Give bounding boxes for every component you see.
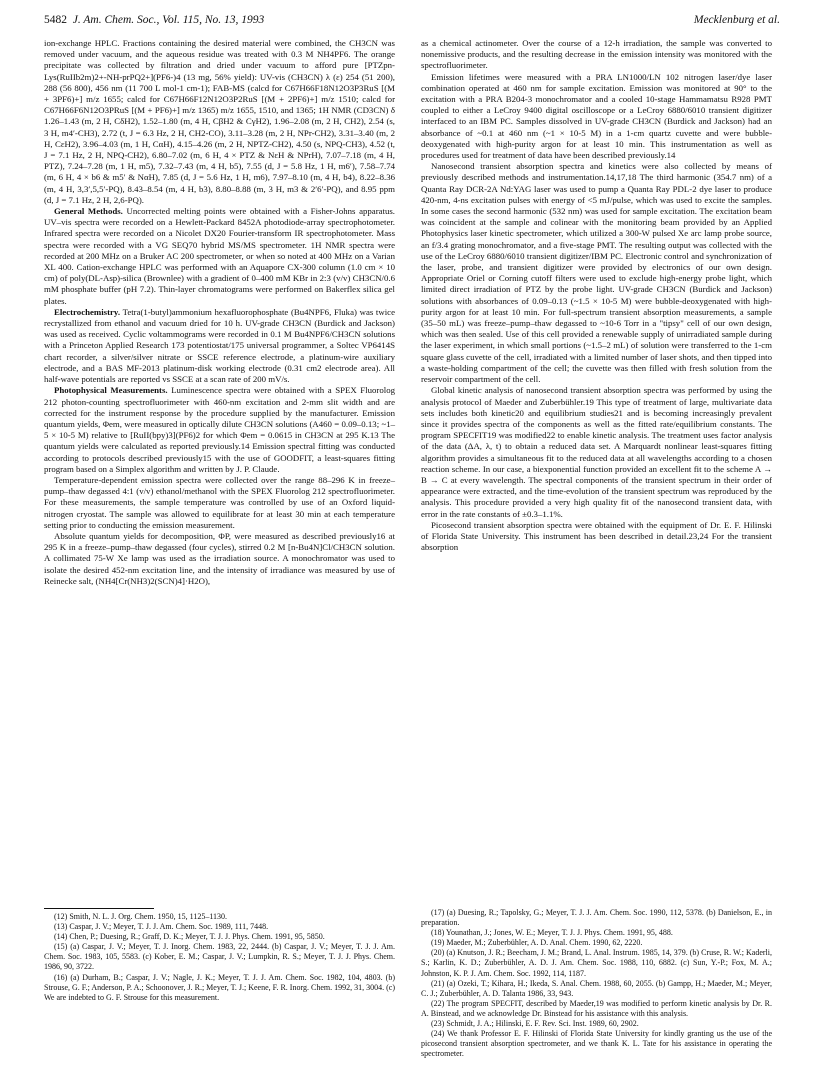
emission-lifetimes-paragraph: Emission lifetimes were measured with a PRA LN1000/LN 102 nitrogen laser/dye laser combination operated at 460 nm for sample excitation. Emission was monitored at 90° to the excitation with a PRA B204-3 monochromator and a cooled 10-stage Hammamatsu R928 PMT coupled to either a LeCroy 9400 digital oscilloscope or a LeCroy 6880/6010 transient digitizer interfaced to an IBM PC. Samples dissolved in UV-grade CH3CN (Burdick and Jackson) had an absorbance of ~0.1 at 460 nm (~1 × 10-5 M) in a 1-cm quartz cuvette and were bubble-deoxygenated with high-purity argon for at least 10 min. This instrumentation as well as procedures used for treatment of data have been described previously.14: [421, 71, 772, 161]
synthesis-paragraph: ion-exchange HPLC. Fractions containing the desired material were combined, the CH3CN was removed under vacuum, and the aqueous residue was treated with 0.3 M NH4PF6. The orange precipitate was collected by filtration and dried under vacuum to afford pure [PTZpn-Lys(RuIIb2m)2+-NH-prPQ2+](PF6-)4 (13 mg, 56% yield): UV-vis (CH3CN) λ (ε) 254 (51 200), 288 (56 800), 456 nm (11 700 L mol-1 cm-1); FAB-MS (calcd for C67H66F18N12O3P3RuS [(M + 3PF6)+] m/z 1655; calcd for C67H66F12N12O3P2RuS [(M + 2PF6)+] m/z 1510; calcd for C67H66F6N12O3PRuS [(M + PF6)+] m/z 1365) m/z 1655, 1510, and 1365; 1H NMR (CD3CN) δ 1.26–1.43 (m, 2 H, CδH2), 1.52–1.80 (m, 4 H, CβH2 & CγH2), 1.96–2.08 (m, 2 H, CH2), 2.54 (s, 3 H, m4′-CH3), 2.72 (t, J = 6.3 Hz, 2 H, CH2-CO), 3.11–3.28 (m, 2 H, NPr-CH2), 3.31–3.40 (m, 2 H, CεH2), 3.96–4.03 (m, 1 H, CαH), 4.15–4.26 (m, 2 H, NPTZ-CH2), 4.50 (s, NPQ-CH3), 4.52 (t, J = 7.1 Hz, 2 H, NPQ-CH2), 6.80–7.02 (m, 6 H, 4 × PTZ & NεH & NPrH), 7.07–7.18 (m, 4 H, PTZ), 7.24–7.28 (m, 1 H, m5), 7.32–7.43 (m, 4 H, b5), 7.55 (d, J = 5.8 Hz, 1 H, m6′), 7.58–7.74 (m, 6 H, 4 × b6 & m5′ & NαH), 7.85 (d, J = 5.6 Hz, 1 H, m6), 7.97–8.10 (m, 4 H, b4), 8.22–8.36 (m, 4 H, 3,3′,5,5′-PQ), 8.43–8.54 (m, 4 H, b3), 8.80–8.88 (m, 3 H, m3 & 2′6′-PQ), and 8.95 ppm (d, J = 7.1 Hz, 2 H, 2,6-PQ).: [44, 38, 395, 205]
reference-item: (22) The program SPECFIT, described by Maeder,19 was modified to perform kinetic analysis by Dr. R. A. Binstead, and we acknowledge Dr. Binstead for his assistance with this analysis.: [421, 998, 772, 1018]
global-analysis-paragraph: Global kinetic analysis of nanosecond transient absorption spectra was performed by using the analysis protocol of Maeder and Zuberbühler.19 This type of treatment of large, multivariate data sets includes both kinetic20 and equilibrium studies21 and is becoming increasingly prevalent since it provides spectra of the components as well as the fitted rate/equilibrium constants. The program SPECFIT19 was modified22 to enable kinetic analysis. The treatment uses factor analysis of the data (ΔA, λ, t) to obtain a reduced data set. A Marquardt nonlinear least-squares fitting algorithm provides a simultaneous fit to the reduced data at all wavelengths according to a chosen reaction scheme. In our case, a biexponential function provided an excellent fit to the scheme A → B → C at every wavelength. The spectral components of the transient spectrum in their order of appearance were extracted, and the time-evolution of the transient spectrum was reproduced by the analysis. This procedure provided a very high quality fit of the nanosecond transient data, with error in the rate constants of ±0.3–1.1%.: [421, 385, 772, 519]
reference-item: (20) (a) Knutson, J. R.; Beecham, J. M.; Brand, L. Anal. Instrum. 1985, 14, 379. (b) Cruse, R. W.; Kaderli, S.; Karlin, K. D.; Zuberbühler, A. D. J. Am. Chem. Soc. 1988, 110, 6882. (c) Sun, Y.-P.; Fox, M. A.; Johnston, K. P. J. Am. Chem. Soc. 1992, 114, 1187.: [421, 948, 772, 978]
reference-item: (18) Younathan, J.; Jones, W. E.; Meyer, T. J. J. Phys. Chem. 1991, 95, 488.: [431, 928, 673, 938]
photophysical-heading: Photophysical Measurements.: [54, 385, 168, 396]
reference-item: (17) (a) Duesing, R.; Tapolsky, G.; Meyer, T. J. J. Am. Chem. Soc. 1990, 112, 5378. (b) Danielson, E., in preparation.: [421, 908, 772, 928]
general-methods-paragraph: [44, 206, 395, 307]
reference-item: (15) (a) Caspar, J. V.; Meyer, T. J. Inorg. Chem. 1983, 22, 2444. (b) Caspar, J. V.; Meyer, T. J. J. Am. Chem. Soc. 1983, 105, 5583. (c) Kober, E. M.; Caspar, J. V.; Lumpkin, R. S.; Meyer, T. J. J. Phys. Chem. 1986, 90, 3722.: [44, 942, 395, 972]
references-right: [421, 908, 772, 1059]
footnote-rule: [44, 908, 154, 909]
electrochemistry-heading: Electrochemistry.: [54, 306, 121, 317]
reference-item: (12) Smith, N. L. J. Org. Chem. 1950, 15, 1125–1130.: [54, 912, 228, 921]
page-header: [44, 14, 780, 30]
temperature-paragraph: Temperature-dependent emission spectra were collected over the range 88–296 K in freeze–pump–thaw degassed 4:1 (v/v) ethanol/methanol with the SPEX Fluorolog 212 spectrofluorimeter. For these measurements, the sample temperature was controlled by use of an Oxford liquid-nitrogen cryostat. The sample was allowed to equilibrate for at least 30 min at each temperature setting prior to conducting the emission measurement.: [44, 474, 395, 530]
quantum-yield-paragraph: Absolute quantum yields for decomposition, ΦP, were measured as described previously16 at 295 K in a freeze–pump–thaw degassed (four cycles), stirred 0.2 M [n-Bu4N]Cl/CH3CN solution. A collimated 75-W Xe lamp was used as the irradiation source. A monochromator was used to isolate the desired 452-nm excitation line, and the intensity of irradiance was measured by use of Reinecke salt, (NH4[Cr(NH3)2(SCN)4]·H2O),: [44, 530, 395, 586]
electrochemistry-paragraph: [44, 307, 395, 385]
running-authors: Mecklenburg et al.: [693, 14, 780, 26]
nanosecond-paragraph: Nanosecond transient absorption spectra and kinetics were also collected by means of previously described methods and instrumentation.14,17,18 The third harmonic (354.7 nm) of a Quanta Ray DCR-2A Nd:YAG laser was used to pump a Quanta Ray PDL-2 dye laser to produce 420-nm, 4-ns excitation pulses with energy of <5 mJ/pulse, which was used to excite the samples. In some cases the second harmonic (532 nm) was used for sample excitation. The excitation beam was coincident at the sample and colinear with the monitoring beam provided by an Applied Photophysics laser kinetic spectrometer, which utilized a 300-W pulsed Xe arc lamp probe source, an f/3.4 grating monochromator, and a five-stage PMT. The resulting output was collected with the use of the LeCroy 6880/6010 transient digitizer/IBM PC. Electronic control and synchronization of the laser, probe, and transient digitizer were provided by electronics of our own design. Appropriate Oriel or Corning cutoff filters were used to exclude high-energy probe light, which limited direct irradiation of PTZ by the probe light. UV-grade CH3CN (Burdick and Jackson) solutions with absorbances of 0.09–0.13 (~1.5 × 10-5 M) were bubble-deoxygenated with high-purity argon for at least 10 min. For full-spectrum transient absorption measurements, a sample (35–50 mL) was freeze–pump–thaw degassed to ~10-6 Torr in a "tipsy" cell of our own design, which was then sealed. Use of this cell provided a renewable supply of unirradiated sample during the laser experiment, in which small portions (~1.5–2 mL) of solution were transferred to the 1-cm square glass cuvette of the cell, irradiated with a limited number of laser shots, and then tipped into a waste-holding compartment of the cell; the cuvette was then filled with fresh solution from the reservoir compartment of the cell.: [421, 161, 772, 385]
reference-item: (21) (a) Ozeki, T.; Kihara, H.; Ikeda, S. Anal. Chem. 1988, 60, 2055. (b) Gampp, H.; Maeder, M.; Meyer, C. J.; Zuberbühler, A. D. Talanta 1986, 33, 943.: [421, 978, 772, 998]
reference-item: (13) Caspar, J. V.; Meyer, T. J. J. Am. Chem. Soc. 1989, 111, 7448.: [54, 922, 269, 932]
page-number: 5482: [44, 14, 67, 26]
journal-citation: J. Am. Chem. Soc., Vol. 115, No. 13, 1993: [72, 14, 265, 26]
left-column: [44, 38, 395, 587]
general-methods-text: Uncorrected melting points were obtained with a Fisher-Johns apparatus. UV–vis spectra were recorded on a Hewlett-Packard 8452A photodiode-array spectrophotometer. Infrared spectra were recorded on a Nicolet DX20 Fourier-transform IR spectrophotometer. Mass spectra were recorded with a VG SEQ70 hybrid MS/MS spectrometer. 1H NMR spectra were recorded at 200 MHz on a Bruker AC 200 spectrometer, or when so noted at 400 MHz on a Varian XL 400. Cation-exchange HPLC was performed with an Aquapore CX-300 column (1.0 cm × 10 cm) of poly(DL-Asp)-silica (Brownlee) with a gradient of 0–400 mM KBr in 2:3 (v/v) CH3CN/0.6 mM phosphate buffer (pH 7.2). Thin-layer chromatograms were performed on Bakerflex silica gel plates.: [44, 206, 396, 306]
electrochemistry-text: Tetra(1-butyl)ammonium hexafluorophosphate (Bu4NPF6, Fluka) was twice recrystallized from ethanol and vacuum dried for 10 h. UV-grade CH3CN (Burdick and Jackson) was used as received. Cyclic voltammograms were recorded in 0.1 M Bu4NPF6/CH3CN solutions with a Princeton Applied Research 173 potentiostat/175 universal programmer, a Soltec VP6414S chart recorder, a silver/silver nitrate or SSCE reference electrode, a platinum-wire auxiliary electrode, and a BAS MF-2013 platinum-disk working electrode (0.31 cm2 electrode area). All half-wave potentials are reported vs SSCE at a scan rate of 200 mV/s.: [44, 306, 395, 385]
photophysical-text: Luminescence spectra were obtained with a SPEX Fluorolog 212 photon-counting spectrofluorimeter with 460-nm excitation and 2-mm slit width and are corrected for the instrument response by the procedure supplied by the manufacturer. Emission quantum yields, Φem, were measured in optically dilute CH3CN solutions (A460 = 0.09–0.13; ~1–5 × 10-5 M) relative to [RuII(bpy)3](PF6)2 for which Φem = 0.0615 in CH3CN at 295 K.13 The quantum yields were calculated as reported previously.14 Emission spectral fitting was conducted according to protocols described previously15 with the use of GOODFIT, a least-squares fitting program based on a Simplex algorithm and written by J. P. Claude.: [44, 385, 395, 474]
reference-item: (14) Chen, P.; Duesing, R.; Graff, D. K.; Meyer, T. J. J. Phys. Chem. 1991, 95, 5850.: [54, 932, 325, 942]
general-methods-heading: General Methods.: [54, 206, 123, 217]
right-column: [421, 38, 772, 553]
actinometer-paragraph: as a chemical actinometer. Over the course of a 12-h irradiation, the sample was converted to nonemissive products, and the resulting decrease in the emission intensity was monitored with the spectrofluorimeter.: [421, 38, 772, 71]
header-left: [44, 14, 264, 26]
picosecond-paragraph: Picosecond transient absorption spectra were obtained with the equipment of Dr. E. F. Hilinski of Florida State University. This instrument has been described in detail.23,24 For the transient absorption: [421, 519, 772, 553]
reference-item: (16) (a) Durham, B.; Caspar, J. V.; Nagle, J. K.; Meyer, T. J. J. Am. Chem. Soc. 1982, 104, 4803. (b) Strouse, G. F.; Anderson, P. A.; Schoonover, J. R.; Meyer, T. J.; Keene, F. R. Inorg. Chem. 1992, 31, 3004. (c) We are indebted to G. F. Strouse for this measurement.: [44, 972, 395, 1002]
photophysical-paragraph: [44, 385, 395, 475]
references-left: [44, 908, 395, 1003]
reference-item: (23) Schmidt, J. A.; Hilinski, E. F. Rev. Sci. Inst. 1989, 60, 2902.: [431, 1019, 639, 1029]
reference-item: (24) We thank Professor E. F. Hilinski of Florida State University for kindly granting us the use of the picosecond transient absorption spectrometer, and we thank K. L. Tate for his assistance in operating the spectrometer.: [421, 1029, 772, 1059]
reference-item: (19) Maeder, M.; Zuberbühler, A. D. Anal. Chem. 1990, 62, 2220.: [431, 938, 643, 948]
